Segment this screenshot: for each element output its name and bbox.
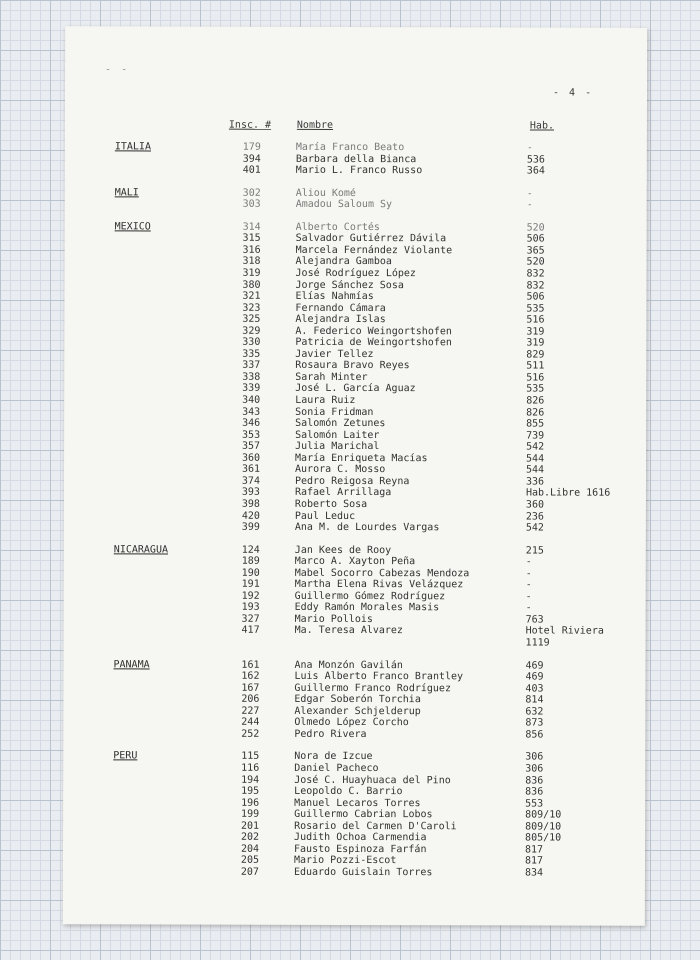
registration-number: 167 <box>241 682 260 694</box>
registration-number: 161 <box>241 659 260 671</box>
participant-name: Pedro Reigosa Reyna <box>294 475 410 487</box>
participant-name: Ma. Teresa Alvarez <box>294 625 403 637</box>
registration-number: 374 <box>241 475 261 487</box>
room-number: 469 <box>525 671 544 683</box>
registration-number: 202 <box>240 831 260 844</box>
registration-number: 314 <box>242 221 261 233</box>
room-number: - <box>526 142 533 154</box>
registration-number: 357 <box>242 440 261 452</box>
registration-number: 201 <box>241 820 260 832</box>
participant-name: Edgar Soberón Torchia <box>294 694 421 706</box>
room-number: 506 <box>526 291 545 303</box>
registration-number: 189 <box>241 555 260 567</box>
registration-number: 162 <box>241 670 260 682</box>
room-number: 215 <box>525 545 544 557</box>
registration-number: 115 <box>241 751 260 763</box>
room-number: 632 <box>525 706 544 718</box>
room-number: 805/10 <box>525 832 562 844</box>
registration-number: 340 <box>242 394 261 406</box>
participant-name: Alejandra Islas <box>295 313 386 326</box>
registration-number: 303 <box>242 198 261 210</box>
registration-number: 323 <box>242 302 261 314</box>
registration-number: 319 <box>242 267 261 279</box>
registration-number: 192 <box>241 590 260 602</box>
room-number: 236 <box>525 510 544 522</box>
participant-name: Mario L. Franco Russo <box>295 164 423 177</box>
participant-name: Ana Monzón Gavilán <box>294 659 403 671</box>
room-number: 739 <box>526 430 545 442</box>
participant-name: Aurora C. Mosso <box>295 464 386 476</box>
registration-number: 393 <box>241 487 260 499</box>
country-heading: MALI <box>114 187 139 199</box>
room-number: - <box>526 199 533 211</box>
participant-name: Fausto Espinoza Farfán <box>294 843 427 855</box>
header-hab: Hab. <box>529 120 555 132</box>
participant-name: Alexander Schjelderup <box>294 705 421 717</box>
room-number: 469 <box>525 659 544 672</box>
registration-number: 394 <box>242 153 261 165</box>
participant-name: Julia Marichal <box>295 441 380 453</box>
room-number: 553 <box>525 798 544 810</box>
participant-name: Ana M. de Lourdes Vargas <box>294 521 440 534</box>
room-number: 836 <box>525 786 544 798</box>
registration-number: 339 <box>242 383 261 395</box>
participant-name: Salomón Zetunes <box>295 417 386 430</box>
room-number: 826 <box>526 406 545 419</box>
room-number: 809/10 <box>525 821 562 833</box>
participant-name: Fernando Cámara <box>295 302 386 314</box>
room-number: 544 <box>526 453 545 465</box>
room-number: 826 <box>526 395 545 407</box>
room-number: - <box>525 579 532 591</box>
participant-name: Martha Elena Rivas Velázquez <box>294 579 464 591</box>
registration-number: 302 <box>242 187 261 199</box>
room-number: 832 <box>526 279 545 291</box>
room-number: 360 <box>525 499 545 511</box>
list-row <box>65 164 647 178</box>
participant-name: Rafael Arrillaga <box>294 487 392 499</box>
participant-name: Jan Kees de Rooy <box>294 544 392 556</box>
participant-name: Roberto Sosa <box>294 498 368 510</box>
header-insc: Insc. # <box>228 119 272 131</box>
room-number: 306 <box>525 763 544 775</box>
room-number: 542 <box>525 522 544 534</box>
participant-name: Barbara della Bianca <box>295 153 417 165</box>
room-number: Hotel Riviera <box>525 625 604 638</box>
participant-name: Mabel Socorro Cabezas Mendoza <box>294 567 470 579</box>
room-number: 829 <box>526 349 545 361</box>
room-number: - <box>525 602 532 614</box>
registration-number: 420 <box>241 510 260 522</box>
registration-number: 207 <box>240 866 259 878</box>
participant-name: Alejandra Gamboa <box>295 256 392 268</box>
registration-number: 329 <box>242 325 261 337</box>
paper-sheet <box>63 26 647 926</box>
list-row <box>64 521 646 535</box>
participant-name: Rosaura Bravo Reyes <box>295 360 410 372</box>
participant-name: José L. García Aguaz <box>295 383 416 395</box>
room-number: 809/10 <box>525 809 562 821</box>
registration-number: 338 <box>242 371 261 383</box>
room-number: 836 <box>525 774 544 786</box>
registration-number: 399 <box>241 521 260 533</box>
registration-number: 252 <box>241 728 260 740</box>
header-name: Nombre <box>296 119 334 131</box>
room-number: 817 <box>524 855 544 867</box>
participant-name: Nora de Izcue <box>294 751 373 763</box>
registration-number: 380 <box>242 279 261 291</box>
participant-name: Guillermo Franco Rodríguez <box>294 682 452 694</box>
room-number: 336 <box>525 476 545 488</box>
room-number: 544 <box>526 464 545 476</box>
participant-name: Marco A. Xayton Peña <box>294 555 416 568</box>
registration-number: 205 <box>240 855 260 867</box>
participant-name: José Rodríguez López <box>295 267 416 280</box>
room-number: 873 <box>525 717 544 729</box>
participant-name: Elías Nahmías <box>295 290 374 303</box>
registration-number: 327 <box>241 613 260 625</box>
registration-number: 124 <box>241 544 260 556</box>
registration-number: 190 <box>241 567 260 579</box>
participant-name: Guillermo Gómez Rodríguez <box>294 590 446 603</box>
room-number: 856 <box>525 729 544 741</box>
list-row <box>65 198 647 212</box>
room-number: 520 <box>526 222 545 234</box>
country-heading: PERU <box>113 750 138 762</box>
registration-number: 330 <box>242 336 261 349</box>
participant-name: Pedro Rivera <box>294 728 367 740</box>
registration-number: 318 <box>242 256 261 268</box>
participant-name: Javier Tellez <box>295 348 374 360</box>
registration-number: 244 <box>241 717 260 729</box>
participant-name: Aliou Komé <box>295 187 356 199</box>
registration-number: 204 <box>240 843 260 855</box>
registration-number: 227 <box>241 705 260 717</box>
room-number: 536 <box>526 153 545 166</box>
registration-number: 321 <box>242 290 261 302</box>
participant-name: Jorge Sánchez Sosa <box>295 279 404 291</box>
participant-name: Olmedo López Corcho <box>294 717 409 729</box>
registration-number: 398 <box>241 498 260 510</box>
room-number: 365 <box>526 245 545 257</box>
corner-mark: - - <box>105 64 130 76</box>
room-number: Hab.Libre 1616 <box>525 487 611 500</box>
participant-name: Paul Leduc <box>294 510 356 522</box>
registration-number: 343 <box>242 406 261 418</box>
room-number: - <box>525 591 532 603</box>
room-number: 516 <box>526 314 545 326</box>
registration-number: 417 <box>241 625 260 637</box>
participant-name: Sonia Fridman <box>295 406 374 418</box>
registration-number: 116 <box>241 762 260 774</box>
room-number: 364 <box>526 165 545 177</box>
country-heading: MEXICO <box>114 221 151 233</box>
room-number: 516 <box>526 372 545 384</box>
list-row <box>63 866 645 880</box>
room-number: 319 <box>526 326 545 338</box>
participant-name: Judith Ochoa Carmendia <box>294 832 427 844</box>
registration-number: 191 <box>241 578 260 591</box>
room-number: 535 <box>526 383 545 395</box>
participant-name: Laura Ruiz <box>295 394 356 407</box>
registration-number: 325 <box>242 313 261 325</box>
room-number: 319 <box>526 337 545 349</box>
room-number: - <box>526 188 533 200</box>
participant-name: Eduardo Guislain Torres <box>293 866 433 879</box>
participant-name: José C. Huayhuaca del Pino <box>294 774 451 786</box>
room-number: 1119 <box>525 637 550 649</box>
participant-name: Patricia de Weingortshofen <box>295 337 452 349</box>
participant-name: Salomón Laiter <box>295 429 380 441</box>
participant-name: Sarah Minter <box>295 371 368 383</box>
room-number: 832 <box>526 268 545 280</box>
participant-name: Daniel Pacheco <box>294 762 379 775</box>
room-number: 511 <box>526 360 545 372</box>
registration-number: 316 <box>242 244 261 256</box>
room-number: 542 <box>526 441 545 453</box>
registration-number: 196 <box>241 797 260 809</box>
registration-number: 335 <box>242 348 261 360</box>
room-number: 855 <box>526 418 545 430</box>
registration-number: 194 <box>241 774 260 786</box>
participant-name: Leopoldo C. Barrio <box>294 785 403 798</box>
participant-name: Manuel Lecaros Torres <box>294 797 421 809</box>
registration-number: 361 <box>241 464 261 476</box>
participant-name: Marcela Fernández Violante <box>295 244 453 257</box>
room-number: 814 <box>525 694 544 706</box>
registration-number: 360 <box>241 452 261 464</box>
registration-number: 346 <box>242 417 261 429</box>
participant-name: Eddy Ramón Morales Masis <box>294 602 440 614</box>
room-number: 817 <box>525 844 544 856</box>
room-number: 535 <box>526 303 545 315</box>
registration-number: 195 <box>241 785 260 797</box>
list-row <box>63 728 645 742</box>
participant-name: Amadou Saloum Sy <box>295 199 393 211</box>
registration-number: 315 <box>242 233 261 245</box>
registration-number: 179 <box>242 141 261 153</box>
registration-number: 337 <box>242 360 261 372</box>
room-number: - <box>525 568 532 580</box>
country-heading: ITALIA <box>114 141 152 153</box>
room-number: 403 <box>525 683 544 695</box>
participant-name: Mario Pollois <box>294 613 373 625</box>
room-number: 306 <box>525 751 544 763</box>
participant-name: Rosario del Carmen D'Caroli <box>294 820 457 832</box>
participant-name: Salvador Gutiérrez Dávila <box>295 233 447 245</box>
participant-name: María Enriqueta Macías <box>295 452 428 464</box>
country-heading: NICARAGUA <box>113 543 169 556</box>
participant-name: María Franco Beato <box>295 141 405 154</box>
list-row <box>64 636 646 650</box>
room-number: 763 <box>525 614 544 626</box>
country-heading: PANAMA <box>113 658 150 671</box>
room-number: 834 <box>524 867 544 879</box>
room-number: 520 <box>526 256 545 268</box>
registration-number: 353 <box>242 429 261 441</box>
participant-name: Guillermo Cabrian Lobos <box>294 808 433 821</box>
participant-name: A. Federico Weingortshofen <box>295 325 452 337</box>
registration-number: 193 <box>241 602 260 614</box>
registration-number: 199 <box>241 808 260 820</box>
participant-name: Alberto Cortés <box>295 221 380 233</box>
page-number: - 4 - <box>552 87 594 99</box>
room-number: 506 <box>526 233 545 245</box>
registration-number: 401 <box>242 164 261 176</box>
room-number: - <box>525 556 532 568</box>
participant-name: Luis Alberto Franco Brantley <box>294 670 464 683</box>
participant-name: Mario Pozzi-Escot <box>293 855 397 867</box>
registration-number: 206 <box>241 693 260 705</box>
